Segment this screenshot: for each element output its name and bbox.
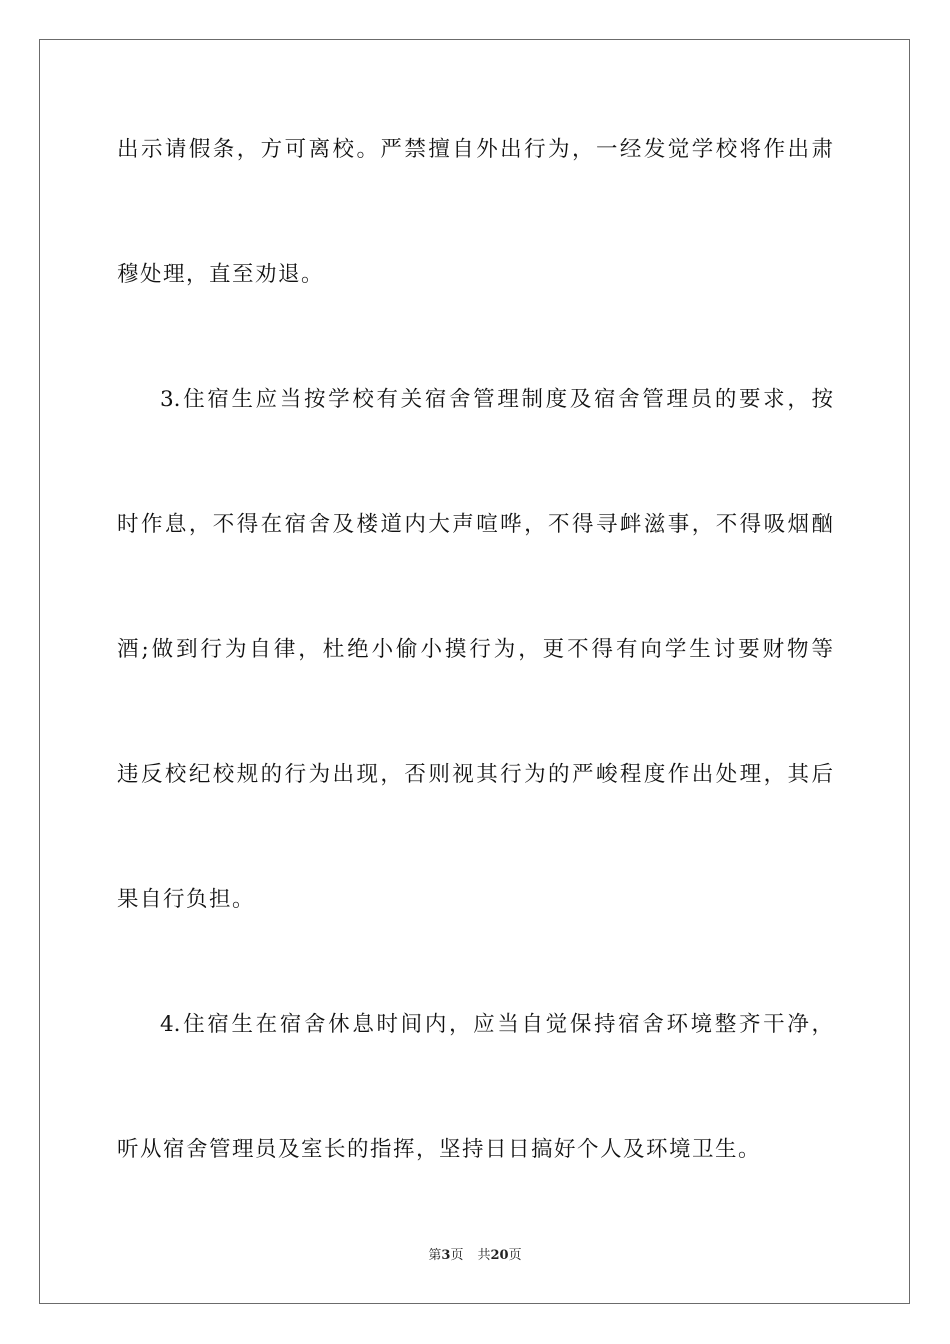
total-prefix: 共 bbox=[477, 1248, 491, 1263]
page-border bbox=[39, 39, 910, 1304]
body-line-2: 穆处理，直至劝退。 bbox=[117, 262, 325, 287]
body-line-5: 酒;做到行为自律，杜绝小偷小摸行为，更不得有向学生讨要财物等 bbox=[117, 637, 833, 662]
body-line-1: 出示请假条，方可离校。严禁擅自外出行为，一经发觉学校将作出肃 bbox=[117, 137, 833, 162]
body-line-6: 违反校纪校规的行为出现，否则视其行为的严峻程度作出处理，其后 bbox=[117, 762, 833, 787]
body-line-4: 时作息，不得在宿舍及楼道内大声喧哗，不得寻衅滋事，不得吸烟酗 bbox=[117, 512, 833, 537]
total-suffix: 页 bbox=[508, 1248, 522, 1263]
body-line-9: 听从宿舍管理员及室长的指挥，坚持日日搞好个人及环境卫生。 bbox=[117, 1137, 762, 1162]
page-footer bbox=[0, 1247, 950, 1265]
body-line-7: 果自行负担。 bbox=[117, 887, 256, 912]
page-suffix: 页 bbox=[450, 1248, 464, 1263]
page-prefix: 第 bbox=[428, 1248, 442, 1263]
total-pages: 20 bbox=[490, 1248, 509, 1263]
paragraph-4-first-line: 4.住宿生在宿舍休息时间内，应当自觉保持宿舍环境整齐干净， bbox=[160, 1012, 833, 1037]
paragraph-3-first-line: 3.住宿生应当按学校有关宿舍管理制度及宿舍管理员的要求，按 bbox=[160, 387, 833, 412]
page-number: 3 bbox=[441, 1248, 451, 1263]
